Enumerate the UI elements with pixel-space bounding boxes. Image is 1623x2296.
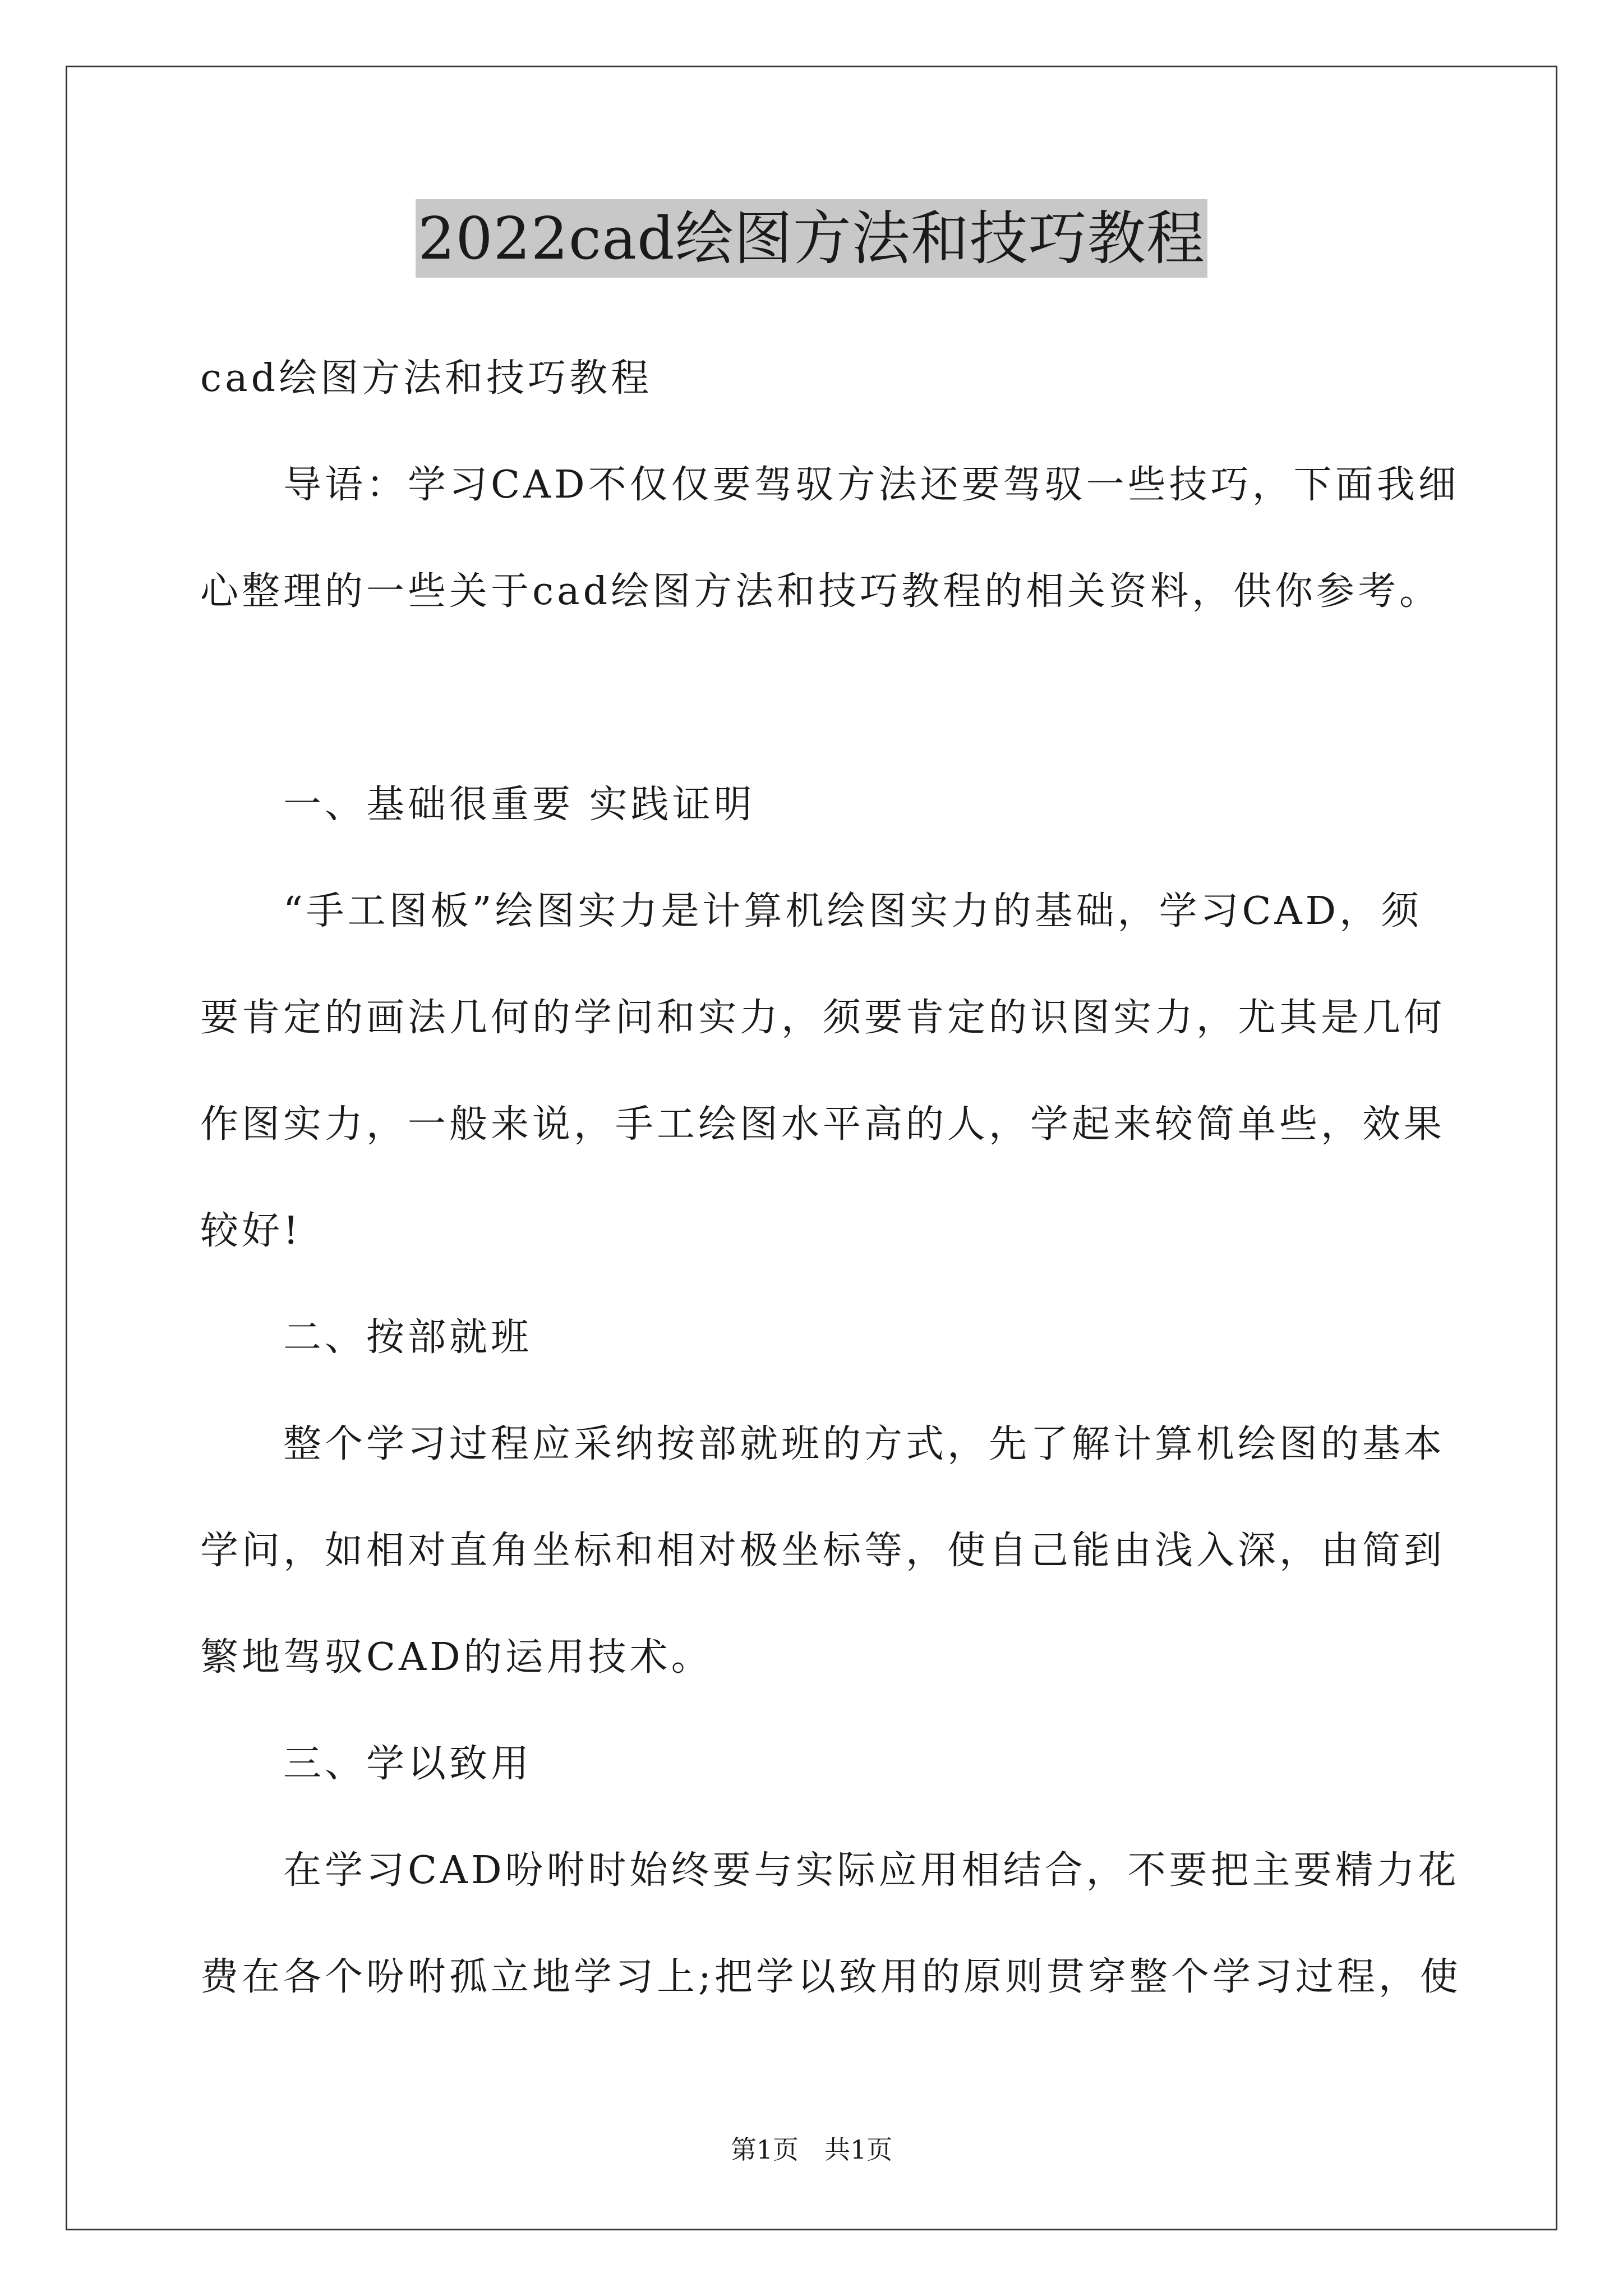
document-title: 2022cad绘图方法和技巧教程 bbox=[416, 199, 1207, 278]
paragraph-line: 要肯定的画法几何的学问和实力，须要肯定的识图实力，尤其是几何 bbox=[200, 996, 1446, 1040]
paragraph-line: 作图实力，一般来说，手工绘图水平高的人，学起来较简单些，效果 bbox=[200, 1102, 1446, 1147]
paragraph-line: 整个学习过程应采纳按部就班的方式，先了解计算机绘图的基本 bbox=[283, 1422, 1446, 1466]
paragraph-line: 心整理的一些关于cad绘图方法和技巧教程的相关资料，供你参考。 bbox=[200, 569, 1441, 614]
paragraph-line: 费在各个吩咐孤立地学习上;把学以致用的原则贯穿整个学习过程，使 bbox=[200, 1955, 1461, 1999]
paragraph-line: 导语：学习CAD不仅仅要驾驭方法还要驾驭一些技巧，下面我细 bbox=[283, 463, 1460, 507]
paragraph-line: 学问，如相对直角坐标和相对极坐标等，使自己能由浅入深，由简到 bbox=[200, 1529, 1446, 1573]
paragraph-line: 繁地驾驭CAD的运用技术。 bbox=[200, 1635, 713, 1680]
paragraph-line: 较好! bbox=[200, 1209, 302, 1253]
paragraph-line: “手工图板”绘图实力是计算机绘图实力的基础，学习CAD，须 bbox=[283, 889, 1423, 933]
paragraph-line: 在学习CAD吩咐时始终要与实际应用相结合，不要把主要精力花 bbox=[283, 1848, 1460, 1893]
title-container bbox=[66, 199, 1557, 278]
section-heading: 二、按部就班 bbox=[283, 1315, 533, 1360]
section-heading: 一、基础很重要 实践证明 bbox=[283, 783, 755, 827]
section-heading: 三、学以致用 bbox=[283, 1742, 533, 1786]
subtitle-line: cad绘图方法和技巧教程 bbox=[200, 356, 653, 401]
page-footer: 第1页 共1页 bbox=[730, 2134, 893, 2165]
